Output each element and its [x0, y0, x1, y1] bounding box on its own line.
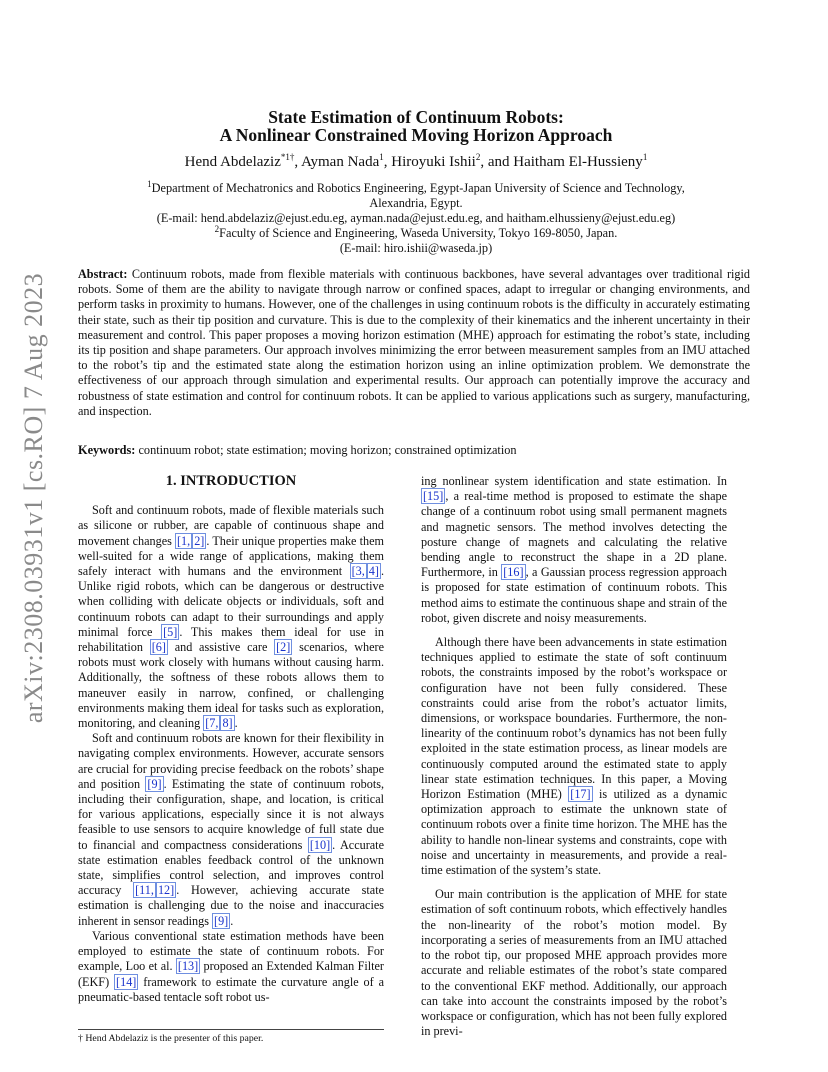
- author-name: Hend Abdelaziz: [184, 154, 281, 170]
- citation-link[interactable]: [5]: [163, 624, 178, 639]
- citation-link[interactable]: [9]: [147, 776, 162, 791]
- left-column: [78, 474, 384, 1005]
- affiliation-text: Department of Mechatronics and Robotics Engineering, Egypt-Japan University of Science and Technology,: [151, 181, 685, 195]
- citation-link[interactable]: [3,: [351, 564, 365, 579]
- affiliation-line: Alexandria, Egypt.: [369, 196, 463, 210]
- author-name: , Ayman Nada: [294, 154, 380, 170]
- affiliation-marker: 2: [214, 223, 220, 234]
- citation-link[interactable]: [15]: [423, 489, 444, 504]
- intro-paragraph: Various conventional state estimation methods have been employed to estimate the state of continuum robots. For example, Loo et al. [13] proposed an Extended Kalman Filter (EKF) [14] framework to estimate the curvature angle of a pneumatic-based tentacle soft robot us-: [78, 928, 384, 1004]
- citation-link[interactable]: [7,: [205, 716, 219, 731]
- section-heading: 1. INTRODUCTION: [165, 473, 297, 489]
- paper-title: [80, 108, 752, 144]
- intro-paragraph: Soft and continuum robots are known for their flexibility in navigating complex environments. However, accurate sensors are crucial for providing precise feedback on the robots’ shape and position [9] . Estimating the state of continuum robots, including their configuration, shape, and location, is critical for various applications, especially since it is not always feasible to use sensors to acquire knowledge of full state due to financial and compactness considerations [10] . Accurate state estimation enables feedback control of the unknown state, simplifies control selection, and improves control accuracy [11, 12] . However, achieving accurate state estimation is challenging due to the noise and inaccuracies inherent in sensor readings [9] .: [78, 731, 384, 928]
- citation-link[interactable]: [1,: [177, 533, 191, 548]
- citation-link[interactable]: [11,: [135, 883, 154, 898]
- citation-link[interactable]: [6]: [151, 640, 166, 655]
- author-name: , and Haitham El-Hussieny: [480, 154, 643, 170]
- arxiv-identifier: arXiv:2308.03931v1 [cs.RO] 7 Aug 2023: [19, 272, 49, 724]
- author-marker: *1†: [280, 152, 295, 162]
- citation-link[interactable]: 8]: [222, 716, 233, 731]
- keywords-text: continuum robot; state estimation; moving horizon; constrained optimization: [135, 443, 517, 457]
- citation-link[interactable]: [13]: [177, 959, 199, 974]
- footnote: † Hend Abdelaziz is the presenter of this paper.: [78, 1033, 264, 1044]
- abstract-label: Abstract:: [78, 267, 128, 281]
- intro-paragraph: Our main contribution is the application of MHE for state estimation of soft continuum robots, which effectively handles the non-linearity of the robot’s motion model. By incorporating a series of measurements from an IMU attached to the robot tip, our proposed MHE approach provides more accurate and reliable estimates of the robot’s state compared to the conventional EKF method. Additionally, our approach can take into account the constraints imposed by the robot’s workspace or configuration, which has not been fully explored in previ-: [421, 887, 727, 1039]
- affiliation-line: (E-mail: hend.abdelaziz@ejust.edu.eg, ayman.nada@ejust.edu.eg, and haitham.elhussieny@ejust.edu.eg): [156, 211, 676, 225]
- author-marker: 2: [475, 152, 481, 162]
- title-line-1: State Estimation of Continuum Robots:: [268, 107, 564, 127]
- arxiv-side-stamp: [14, 272, 54, 724]
- affiliation-line: [80, 223, 752, 241]
- affiliations: [80, 178, 752, 256]
- citation-link[interactable]: [16]: [503, 565, 524, 580]
- citation-link[interactable]: [17]: [570, 787, 591, 802]
- author-marker: 1: [379, 152, 384, 162]
- author-list: [80, 154, 752, 171]
- footnote-divider: [78, 1029, 384, 1030]
- keywords-label: Keywords:: [78, 443, 136, 457]
- affiliation-line: (E-mail: hiro.ishii@waseda.jp): [339, 241, 493, 255]
- affiliation-text: Faculty of Science and Engineering, Waseda University, Tokyo 169-8050, Japan.: [219, 226, 618, 240]
- author-name: , Hiroyuki Ishii: [383, 154, 476, 170]
- citation-link[interactable]: [14]: [116, 974, 137, 989]
- intro-paragraph: Although there have been advancements in state estimation techniques applied to estimate the state of soft continuum robots, the constraints imposed by the robot’s workspace or configuration have not been fully considered. These constraints could arise from the robot’s actuator limits, dimensions, or workspace boundaries. Furthermore, the non-linearity of the continuum robot’s dynamics has not been fully exploited in the state estimation process, as linear models are continuously computed around the estimated state to apply linear state estimation techniques. In this paper, a Moving Horizon Estimation (MHE) [17] is utilized as a dynamic optimization approach to estimate the unknown state of continuum robots over a finite time horizon. The MHE has the ability to handle non-linear systems and constraints, cope with noise and uncertainty in measurements, and provide a real-time estimation of the system’s state.: [421, 635, 727, 878]
- intro-paragraph: ing nonlinear system identification and state estimation. In [15] , a real-time method is proposed to estimate the shape change of a continuum robot using small permanent magnets and magnetic sensors. The method involves detecting the posture change of magnets and calculating the relative bending angle to reconstruct the shape in a 2D plane. Furthermore, in [16] , a Gaussian process regression approach is proposed for state estimation of continuum robots. This method aims to estimate the continuous shape and strain of the robot, given discrete and noisy measurements.: [421, 474, 727, 625]
- right-column: [421, 474, 727, 1039]
- citation-link[interactable]: [2]: [276, 640, 291, 655]
- affiliation-marker: 1: [147, 178, 152, 189]
- affiliation-line: [80, 178, 752, 196]
- keywords: [78, 443, 750, 458]
- title-line-2: A Nonlinear Constrained Moving Horizon Approach: [219, 125, 613, 145]
- citation-link[interactable]: 2]: [194, 533, 205, 548]
- abstract: [78, 267, 750, 419]
- citation-link[interactable]: 4]: [368, 564, 379, 579]
- citation-link[interactable]: [9]: [214, 913, 229, 928]
- abstract-text: Continuum robots, made from flexible materials with continuous backbones, have several advantages over traditional rigid robots. Some of them are the ability to navigate through narrow or confined spaces, adapt to irregular or changing environments, and perform tasks in proximity to humans. However, one of the challenges in using continuum robots is the difficulty in accurately estimating their state, such as their tip position and curvature. This is due to the complexity of their kinematics and the inherent uncertainty in their measurement and control. This paper proposes a moving horizon estimation (MHE) approach for estimating the robot’s state, including its tip position and shape parameters. Our approach involves minimizing the error between measurement samples from an IMU attached to the robot’s tip and the estimated state along the estimation horizon using an inline optimization problem. We demonstrate the effectiveness of our approach through simulation and experimental results. Our approach can potentially improve the accuracy and robustness of state estimation and control for continuum robots. It can be applied to various applications such as surgery, manufacturing, and inspection.: [78, 267, 751, 418]
- citation-link[interactable]: 12]: [157, 883, 175, 898]
- citation-link[interactable]: [10]: [309, 837, 331, 852]
- intro-paragraph: Soft and continuum robots, made of flexible materials such as silicone or rubber, are capable of continuous shape and movement changes [1, 2] . Their unique properties make them well-suited for a wide range of applications, making them safely interact with humans and the environment [3, 4] . Unlike rigid robots, which can be dangerous or destructive when colliding with delicate objects or individuals, soft and continuum robots can adapt to their surroundings and apply minimal force [5] . This makes them ideal for use in rehabilitation [6] and assistive care [2] scenarios, where robots must work closely with humans without causing harm. Additionally, the softness of these robots allows them to maneuver easily in narrow, confined, or challenging environments making them ideal for tasks such as exploration, monitoring, and cleaning [7, 8] .: [78, 503, 385, 731]
- author-marker: 1: [642, 152, 648, 162]
